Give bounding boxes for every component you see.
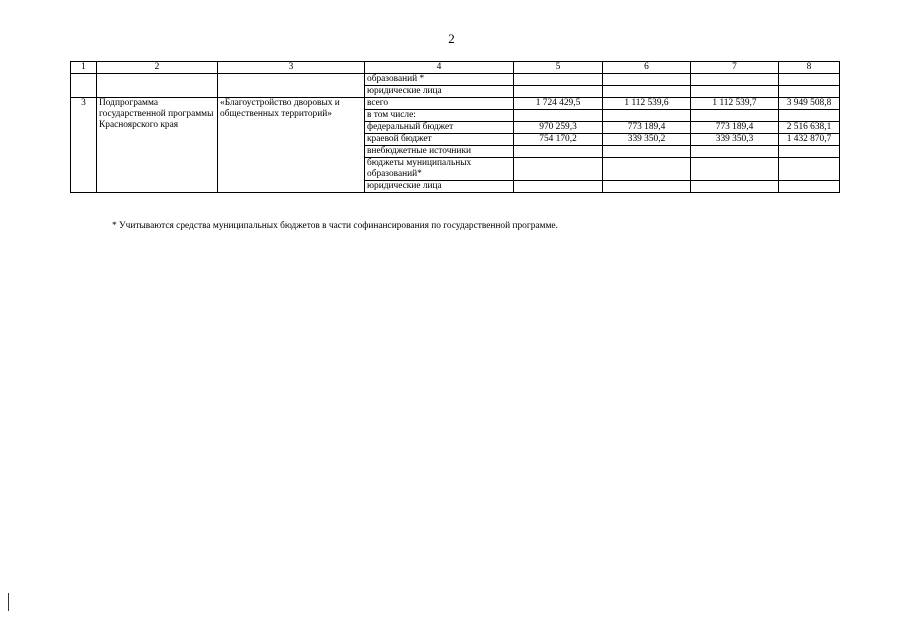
value-cell	[779, 146, 840, 158]
value-cell: 339 350,2	[603, 134, 691, 146]
value-cell	[603, 146, 691, 158]
value-cell	[603, 181, 691, 193]
header-cell: 2	[97, 62, 218, 74]
program-name: «Благоустройство дворовых и общественных территорий»	[218, 98, 365, 193]
header-cell: 5	[514, 62, 603, 74]
value-cell	[603, 74, 691, 86]
budget-table	[70, 61, 840, 193]
value-cell: 773 189,4	[603, 122, 691, 134]
value-cell: 3 949 508,8	[779, 98, 840, 110]
header-cell: 8	[779, 62, 840, 74]
value-cell	[691, 181, 779, 193]
page-number: 2	[448, 31, 455, 46]
table-row	[71, 98, 840, 110]
header-cell: 4	[365, 62, 514, 74]
row-label: краевой бюджет	[365, 134, 514, 146]
scan-margin-mark	[8, 593, 9, 611]
row-label: образований *	[365, 74, 514, 86]
value-cell: 1 112 539,6	[603, 98, 691, 110]
value-cell: 1 724 429,5	[514, 98, 603, 110]
value-cell	[514, 86, 603, 98]
value-cell	[779, 74, 840, 86]
header-cell: 3	[218, 62, 365, 74]
value-cell: 754 170,2	[514, 134, 603, 146]
value-cell	[514, 110, 603, 122]
row-label: всего	[365, 98, 514, 110]
table-row	[71, 74, 840, 86]
row-label: в том числе:	[365, 110, 514, 122]
table-header-row	[71, 62, 840, 74]
value-cell	[514, 146, 603, 158]
value-cell	[779, 110, 840, 122]
value-cell	[691, 158, 779, 181]
header-cell: 7	[691, 62, 779, 74]
value-cell	[603, 86, 691, 98]
value-cell	[779, 181, 840, 193]
row-label: внебюджетные источники	[365, 146, 514, 158]
value-cell: 2 516 638,1	[779, 122, 840, 134]
row-label: федеральный бюджет	[365, 122, 514, 134]
row-label: бюджеты муниципальных образований*	[365, 158, 514, 181]
value-cell: 1 432 870,7	[779, 134, 840, 146]
header-cell: 1	[71, 62, 97, 74]
value-cell: 1 112 539,7	[691, 98, 779, 110]
value-cell	[514, 158, 603, 181]
value-cell	[691, 110, 779, 122]
empty-cell	[71, 74, 97, 98]
footnote: * Учитываются средства муниципальных бюджетов в части софинансирования по государственной программе.	[112, 221, 558, 231]
empty-cell	[97, 74, 218, 98]
value-cell	[779, 86, 840, 98]
value-cell	[603, 158, 691, 181]
value-cell	[514, 74, 603, 86]
empty-cell	[218, 74, 365, 98]
value-cell	[514, 181, 603, 193]
value-cell: 970 259,3	[514, 122, 603, 134]
header-cell: 6	[603, 62, 691, 74]
row-label: юридические лица	[365, 181, 514, 193]
row-label: юридические лица	[365, 86, 514, 98]
value-cell: 339 350,3	[691, 134, 779, 146]
value-cell: 773 189,4	[691, 122, 779, 134]
value-cell	[603, 110, 691, 122]
value-cell	[779, 158, 840, 181]
value-cell	[691, 146, 779, 158]
value-cell	[691, 74, 779, 86]
value-cell	[691, 86, 779, 98]
program-number: 3	[71, 98, 97, 193]
program-type: Подпрограмма государственной программы Красноярского края	[97, 98, 218, 193]
